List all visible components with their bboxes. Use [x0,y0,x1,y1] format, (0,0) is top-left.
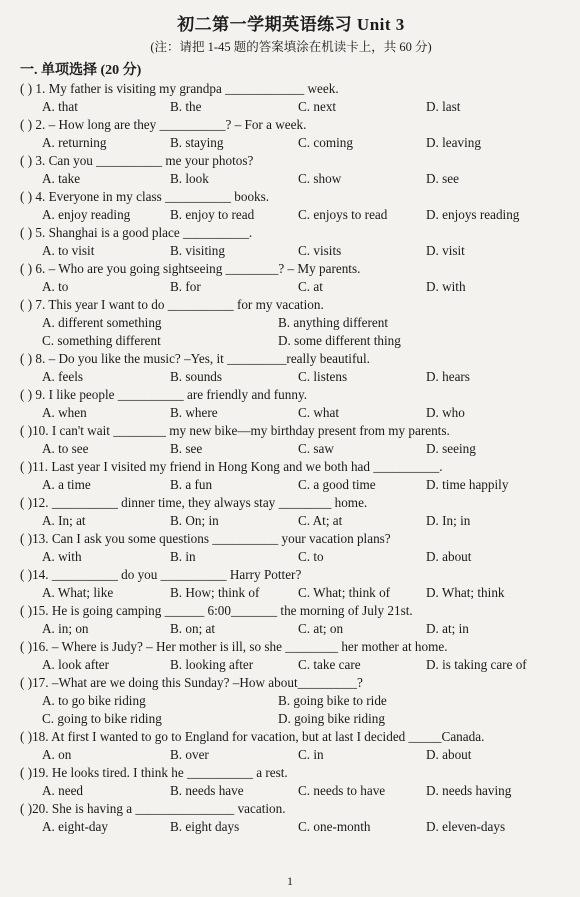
question-item [20,80,562,116]
page-number: 1 [287,874,293,888]
answer-option[interactable]: D. last [426,99,461,114]
option-row [20,332,562,350]
answer-option[interactable]: B. How; think of [170,585,260,600]
answer-option[interactable]: B. enjoy to read [170,207,255,222]
answer-option[interactable]: D. about [426,747,472,762]
answer-option[interactable]: A. to [42,279,69,294]
answer-option[interactable]: B. looking after [170,657,254,672]
question-stem: ( ) 8. – Do you like the music? –Yes, it _________really beautiful. [20,351,370,366]
question-item [20,458,562,494]
option-row [20,476,562,494]
option-row [20,404,562,422]
option-row [20,134,562,152]
answer-option[interactable]: D. visit [426,243,465,258]
question-item [20,350,562,386]
answer-option[interactable]: B. sounds [170,369,223,384]
option-row [20,278,562,296]
question-item [20,728,562,764]
instruction-note: (注：请把 1-45 题的答案填涂在机读卡上，共 60 分) [150,40,432,54]
question-item [20,494,562,530]
answer-option[interactable]: A. What; like [42,585,114,600]
question-stem: ( )14. __________ do you __________ Harry Potter? [20,567,302,582]
option-row [20,584,562,602]
question-stem: ( )15. He is going camping ______ 6:00_______ the morning of July 21st. [20,603,413,618]
answer-option[interactable]: D. going bike riding [278,711,385,726]
answer-option[interactable]: B. staying [170,135,224,150]
answer-option[interactable]: B. anything different [278,315,388,330]
answer-option[interactable]: A. a time [42,477,91,492]
question-stem: ( )16. – Where is Judy? – Her mother is ill, so she ________ her mother at home. [20,639,448,654]
answer-option[interactable]: D. seeing [426,441,476,456]
answer-option[interactable]: D. eleven-days [426,819,506,834]
answer-option[interactable]: C. take care [298,657,361,672]
section-title: 一. 单项选择 (20 分) [20,63,142,78]
option-row [20,440,562,458]
question-item [20,152,562,188]
answer-option[interactable]: C. visits [298,243,342,258]
option-row [20,98,562,116]
answer-option[interactable]: A. when [42,405,87,420]
answer-option[interactable]: A. take [42,171,81,186]
question-item [20,602,562,638]
answer-option[interactable]: C. a good time [298,477,376,492]
answer-option[interactable]: C. enjoys to read [298,207,388,222]
answer-option[interactable]: D. with [426,279,466,294]
answer-option[interactable]: A. to see [42,441,89,456]
question-item [20,764,562,800]
question-item [20,530,562,566]
option-row [20,368,562,386]
answer-option[interactable]: C. in [298,747,324,762]
question-item [20,260,562,296]
answer-option[interactable]: A. with [42,549,82,564]
answer-option[interactable]: C. What; think of [298,585,391,600]
answer-option[interactable]: A. to go bike riding [42,693,146,708]
question-stem: ( ) 1. My father is visiting my grandpa ____________ week. [20,81,339,96]
option-row [20,692,562,710]
answer-option[interactable]: C. At; at [298,513,343,528]
question-stem: ( )12. __________ dinner time, they always stay ________ home. [20,495,368,510]
question-stem: ( ) 6. – Who are you going sightseeing ________? – My parents. [20,261,361,276]
page-title: 初二第一学期英语练习 Unit 3 [177,15,405,34]
answer-option[interactable]: C. something different [42,333,161,348]
option-row [20,782,562,800]
answer-option[interactable]: D. time happily [426,477,509,492]
answer-option[interactable]: A. in; on [42,621,89,636]
answer-option[interactable]: A. returning [42,135,107,150]
answer-option[interactable]: D. enjoys reading [426,207,520,222]
question-item [20,800,562,836]
question-stem: ( ) 5. Shanghai is a good place __________. [20,225,253,240]
answer-option[interactable]: B. On; in [170,513,219,528]
answer-option[interactable]: A. that [42,99,78,114]
answer-option[interactable]: A. on [42,747,72,762]
question-item [20,566,562,602]
question-list [20,80,562,836]
option-row [20,206,562,224]
answer-option[interactable]: B. going bike to ride [278,693,387,708]
question-stem: ( ) 3. Can you __________ me your photos? [20,153,254,168]
question-stem: ( )11. Last year I visited my friend in Hong Kong and we both had __________. [20,459,443,474]
answer-option[interactable]: B. look [170,171,209,186]
answer-option[interactable]: A. eight-day [42,819,108,834]
question-stem: ( )18. At first I wanted to go to England for vacation, but at last I decided _____Canada. [20,729,485,744]
question-stem: ( )10. I can't wait ________ my new bike—my birthday present from my parents. [20,423,450,438]
answer-option[interactable]: D. In; in [426,513,471,528]
option-row [20,818,562,836]
answer-option[interactable]: A. enjoy reading [42,207,131,222]
answer-option[interactable]: C. at; on [298,621,344,636]
answer-option[interactable]: C. next [298,99,337,114]
option-row [20,746,562,764]
answer-option[interactable]: C. what [298,405,340,420]
question-stem: ( )20. She is having a _______________ vacation. [20,801,286,816]
question-stem: ( ) 9. I like people __________ are friendly and funny. [20,387,307,402]
question-item [20,188,562,224]
question-item [20,638,562,674]
option-row [20,242,562,260]
answer-option[interactable]: C. coming [298,135,353,150]
answer-option[interactable]: A. to visit [42,243,95,258]
answer-option[interactable]: C. one-month [298,819,371,834]
answer-option[interactable]: D. about [426,549,472,564]
answer-option[interactable]: B. on; at [170,621,216,636]
answer-option[interactable]: A. feels [42,369,84,384]
option-row [20,314,562,332]
answer-option[interactable]: A. need [42,783,84,798]
question-stem: ( ) 4. Everyone in my class __________ books. [20,189,270,204]
answer-option[interactable]: D. is taking care of [426,657,527,672]
option-row [20,170,562,188]
question-item [20,674,562,728]
answer-option[interactable]: B. a fun [170,477,213,492]
question-stem: ( )17. –What are we doing this Sunday? –How about_________? [20,675,363,690]
option-row [20,548,562,566]
answer-option[interactable]: B. eight days [170,819,240,834]
answer-option[interactable]: A. look after [42,657,110,672]
answer-option[interactable]: B. see [170,441,203,456]
question-item [20,224,562,260]
answer-option[interactable]: B. the [170,99,202,114]
answer-option[interactable]: B. for [170,279,201,294]
answer-option[interactable]: B. needs have [170,783,244,798]
answer-option[interactable]: D. What; think [426,585,505,600]
question-item [20,116,562,152]
answer-option[interactable]: D. see [426,171,459,186]
answer-option[interactable]: C. show [298,171,342,186]
question-item [20,386,562,422]
answer-option[interactable]: D. hears [426,369,470,384]
answer-option[interactable]: D. some different thing [278,333,401,348]
question-stem: ( ) 7. This year I want to do __________ for my vacation. [20,297,324,312]
answer-option[interactable]: B. where [170,405,218,420]
answer-option[interactable]: D. leaving [426,135,481,150]
option-row [20,710,562,728]
answer-option[interactable]: D. who [426,405,465,420]
question-stem: ( ) 2. – How long are they __________? – For a week. [20,117,307,132]
option-row [20,620,562,638]
answer-option[interactable]: B. in [170,549,196,564]
answer-option[interactable]: C. listens [298,369,348,384]
question-stem: ( )19. He looks tired. I think he __________ a rest. [20,765,288,780]
answer-option[interactable]: D. needs having [426,783,512,798]
answer-option[interactable]: D. at; in [426,621,469,636]
answer-option[interactable]: C. at [298,279,323,294]
answer-option[interactable]: A. different something [42,315,162,330]
option-row [20,512,562,530]
answer-option[interactable]: C. needs to have [298,783,386,798]
answer-option[interactable]: C. to [298,549,324,564]
answer-option[interactable]: B. visiting [170,243,225,258]
answer-option[interactable]: B. over [170,747,209,762]
question-item [20,422,562,458]
question-item [20,296,562,350]
answer-option[interactable]: C. saw [298,441,334,456]
answer-option[interactable]: A. In; at [42,513,86,528]
option-row [20,656,562,674]
answer-option[interactable]: C. going to bike riding [42,711,162,726]
question-stem: ( )13. Can I ask you some questions __________ your vacation plans? [20,531,391,546]
